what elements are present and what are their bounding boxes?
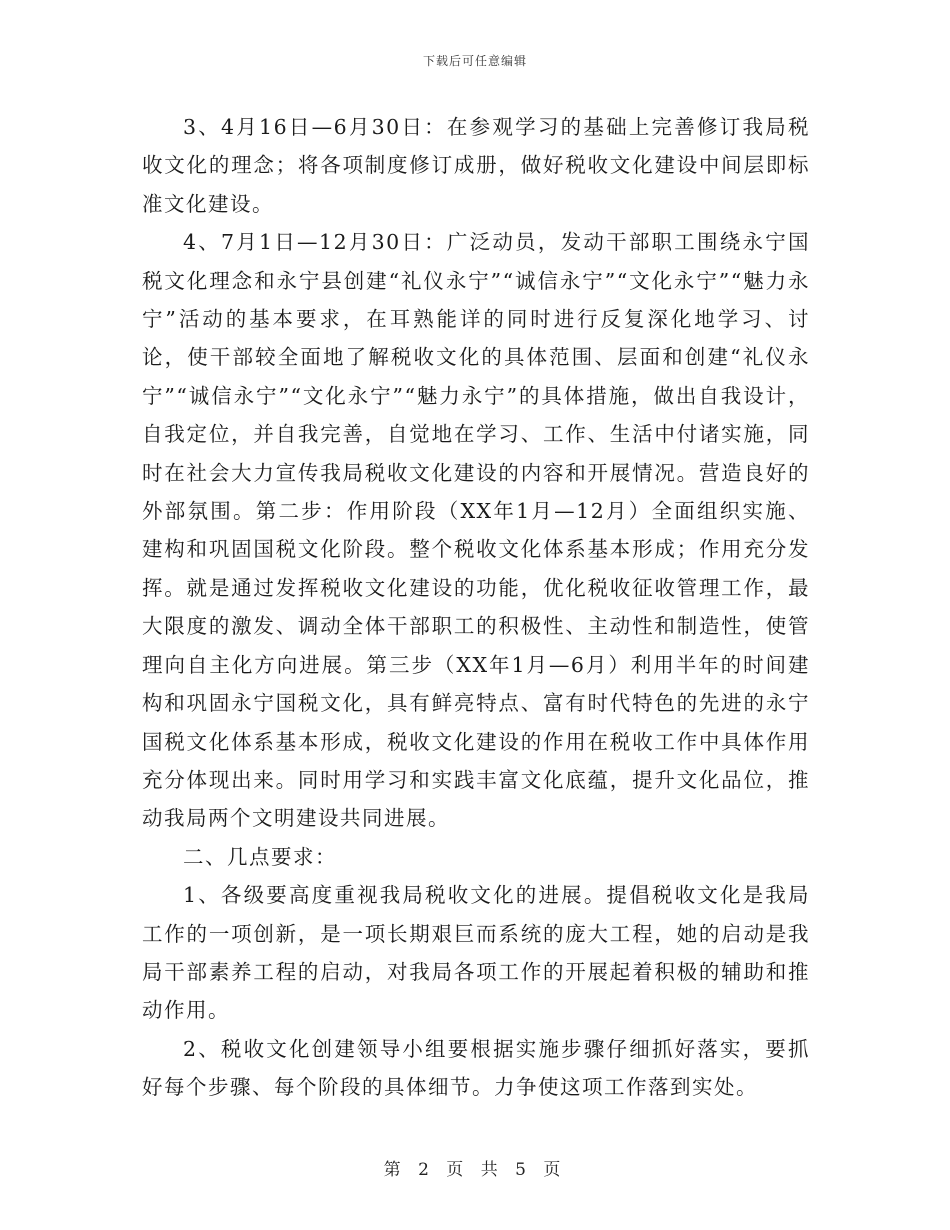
document-body [142, 108, 810, 1107]
section-heading-requirements: 二、几点要求： [183, 844, 337, 869]
page-number: 第 2 页 共 5 页 [383, 1160, 567, 1180]
paragraph-requirement-1: 1、各级要高度重视我局税收文化的进展。提倡税收文化是我局工作的一项创新，是一项长期艰巨而系统的庞大工程，她的启动是我局干部素养工程的启动，对我局各项工作的开展起着积极的辅助和推动作用。 [142, 883, 810, 1023]
paragraph-requirement-2: 2、税收文化创建领导小组要根据实施步骤仔细抓好落实，要抓好每个步骤、每个阶段的具体细节。力争使这项工作落到实处。 [142, 1036, 810, 1100]
paragraph-step-3: 3、4月16日—6月30日：在参观学习的基础上完善修订我局税收文化的理念；将各项制度修订成册，做好税收文化建设中间层即标准文化建设。 [142, 115, 810, 216]
paragraph-step-4: 4、7月1日—12月30日：广泛动员，发动干部职工围绕永宁国税文化理念和永宁县创建“礼仪永宁”“诚信永宁”“文化永宁”“魅力永宁”活动的基本要求，在耳熟能详的同时进行反复深化地学习、讨论，使干部较全面地了解税收文化的具体范围、层面和创建“礼仪永宁”“诚信永宁”“文化永宁”“魅力永宁”的具体措施，做出自我设计，自我定位，并自我完善，自觉地在学习、工作、生活中付诸实施，同时在社会大力宣传我局税收文化建设的内容和开展情况。营造良好的外部氛围。第二步：作用阶段（XX年1月—12月）全面组织实施、建构和巩固国税文化阶段。整个税收文化体系基本形成；作用充分发挥。就是通过发挥税收文化建设的功能，优化税收征收管理工作，最大限度的激发、调动全体干部职工的积极性、主动性和制造性，使管理向自主化方向进展。第三步（XX年1月—6月）利用半年的时间建构和巩固永宁国税文化，具有鲜亮特点、富有时代特色的先进的永宁国税文化体系基本形成，税收文化建设的作用在税收工作中具体作用充分体现出来。同时用学习和实践丰富文化底蕴，提升文化品位，推动我局两个文明建设共同进展。 [142, 230, 810, 831]
page-header-note: 下载后可任意编辑 [422, 54, 527, 68]
